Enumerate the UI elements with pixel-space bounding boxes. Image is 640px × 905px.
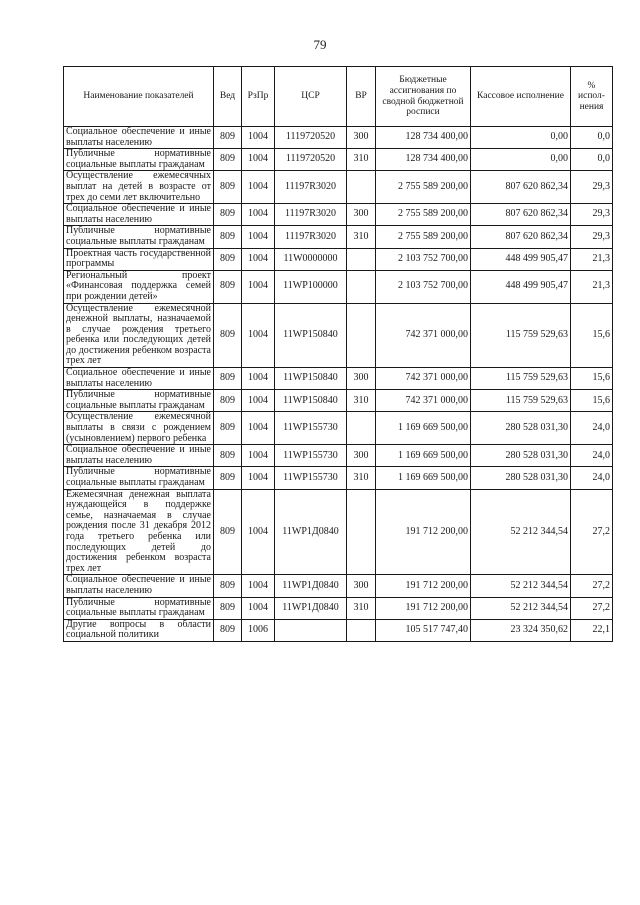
row-rzpr: 1004 (242, 368, 275, 390)
row-name: Социальное обеспечение и иные выплаты населению (64, 575, 214, 597)
row-cash: 807 620 862,34 (471, 204, 571, 226)
row-name: Другие вопросы в области социальной политики (64, 619, 214, 641)
row-name: Осуществление ежемесячной выплаты в связи с рождением (усыновлением) первого ребенка (64, 412, 214, 445)
header-budget: Бюджетные ассигнования по сводной бюджетной росписи (376, 67, 471, 127)
row-name: Ежемесячная денежная выплата нуждающейся в поддержке семье, назначаемая в случае рождения после 31 декабря 2012 года третьего ребенка или последующих детей до достижения ребенком возраста трех лет (64, 489, 214, 575)
row-csr: 11WP1Д0840 (275, 597, 347, 619)
row-name: Осуществление ежемесячной денежной выплаты, назначаемой в случае рождения третьего ребенка или последующих детей до достижения ребенком возраста трех лет (64, 303, 214, 368)
table-row (64, 489, 613, 575)
row-pct: 15,6 (571, 368, 613, 390)
row-name: Осуществление ежемесячных выплат на детей в возрасте от трех до семи лет включительно (64, 171, 214, 204)
row-rzpr: 1004 (242, 204, 275, 226)
row-cash: 0,00 (471, 149, 571, 171)
row-cash: 115 759 529,63 (471, 368, 571, 390)
row-csr: 11WP100000 (275, 270, 347, 303)
row-budget: 742 371 000,00 (376, 390, 471, 412)
row-vr (347, 412, 376, 445)
row-pct: 21,3 (571, 270, 613, 303)
row-pct: 29,3 (571, 204, 613, 226)
table-row (64, 171, 613, 204)
row-ved: 809 (214, 467, 242, 489)
table-row (64, 597, 613, 619)
row-vr (347, 171, 376, 204)
row-vr: 310 (347, 226, 376, 248)
row-pct: 15,6 (571, 390, 613, 412)
table-row (64, 445, 613, 467)
row-cash: 52 212 344,54 (471, 597, 571, 619)
row-vr: 310 (347, 597, 376, 619)
row-csr: 11197R3020 (275, 226, 347, 248)
row-rzpr: 1004 (242, 226, 275, 248)
row-vr (347, 489, 376, 575)
table-row (64, 412, 613, 445)
row-csr: 11WP150840 (275, 390, 347, 412)
table-header-row (64, 67, 613, 127)
row-pct: 0,0 (571, 127, 613, 149)
row-ved: 809 (214, 127, 242, 149)
row-vr: 300 (347, 575, 376, 597)
row-budget: 1 169 669 500,00 (376, 467, 471, 489)
row-name: Публичные нормативные социальные выплаты гражданам (64, 467, 214, 489)
row-name: Социальное обеспечение и иные выплаты населению (64, 127, 214, 149)
row-ved: 809 (214, 597, 242, 619)
row-cash: 807 620 862,34 (471, 226, 571, 248)
row-ved: 809 (214, 226, 242, 248)
row-csr (275, 619, 347, 641)
row-rzpr: 1004 (242, 467, 275, 489)
table-row (64, 575, 613, 597)
row-budget: 742 371 000,00 (376, 368, 471, 390)
row-ved: 809 (214, 204, 242, 226)
row-rzpr: 1004 (242, 303, 275, 368)
row-csr: 11WP155730 (275, 445, 347, 467)
table-row (64, 303, 613, 368)
row-rzpr: 1004 (242, 171, 275, 204)
row-rzpr: 1004 (242, 489, 275, 575)
row-ved: 809 (214, 390, 242, 412)
table-body (64, 127, 613, 642)
row-csr: 11197R3020 (275, 204, 347, 226)
row-pct: 29,3 (571, 171, 613, 204)
header-ved: Вед (214, 67, 242, 127)
row-rzpr: 1004 (242, 445, 275, 467)
row-vr: 300 (347, 445, 376, 467)
row-pct: 22,1 (571, 619, 613, 641)
row-pct: 24,0 (571, 467, 613, 489)
row-pct: 24,0 (571, 412, 613, 445)
row-rzpr: 1004 (242, 575, 275, 597)
row-pct: 27,2 (571, 575, 613, 597)
row-rzpr: 1004 (242, 127, 275, 149)
row-ved: 809 (214, 303, 242, 368)
row-csr: 11W0000000 (275, 248, 347, 270)
row-budget: 742 371 000,00 (376, 303, 471, 368)
row-budget: 191 712 200,00 (376, 489, 471, 575)
row-budget: 2 755 589 200,00 (376, 226, 471, 248)
row-name: Социальное обеспечение и иные выплаты населению (64, 368, 214, 390)
header-csr: ЦСР (275, 67, 347, 127)
row-vr: 300 (347, 368, 376, 390)
row-name: Публичные нормативные социальные выплаты гражданам (64, 226, 214, 248)
row-rzpr: 1004 (242, 597, 275, 619)
header-pct: % испол-нения (571, 67, 613, 127)
row-vr (347, 619, 376, 641)
row-name: Публичные нормативные социальные выплаты гражданам (64, 149, 214, 171)
page-number: 79 (313, 37, 327, 52)
row-csr: 11WP150840 (275, 303, 347, 368)
row-cash: 280 528 031,30 (471, 445, 571, 467)
row-vr: 310 (347, 149, 376, 171)
row-name: Социальное обеспечение и иные выплаты населению (64, 204, 214, 226)
row-ved: 809 (214, 248, 242, 270)
row-csr: 1119720520 (275, 149, 347, 171)
table-row (64, 149, 613, 171)
row-vr (347, 303, 376, 368)
row-cash: 52 212 344,54 (471, 575, 571, 597)
row-budget: 128 734 400,00 (376, 127, 471, 149)
row-csr: 11WP150840 (275, 368, 347, 390)
row-rzpr: 1004 (242, 149, 275, 171)
row-pct: 29,3 (571, 226, 613, 248)
row-ved: 809 (214, 489, 242, 575)
row-ved: 809 (214, 412, 242, 445)
table-row (64, 127, 613, 149)
row-rzpr: 1004 (242, 248, 275, 270)
row-ved: 809 (214, 368, 242, 390)
row-budget: 128 734 400,00 (376, 149, 471, 171)
row-pct: 27,2 (571, 489, 613, 575)
table-row (64, 270, 613, 303)
row-csr: 11WP155730 (275, 467, 347, 489)
row-pct: 24,0 (571, 445, 613, 467)
row-cash: 23 324 350,62 (471, 619, 571, 641)
row-budget: 191 712 200,00 (376, 597, 471, 619)
table-row (64, 390, 613, 412)
row-name: Социальное обеспечение и иные выплаты населению (64, 445, 214, 467)
budget-execution-table (63, 66, 613, 642)
row-budget: 105 517 747,40 (376, 619, 471, 641)
table-row (64, 368, 613, 390)
row-budget: 2 103 752 700,00 (376, 270, 471, 303)
table-row (64, 619, 613, 641)
header-rzpr: РзПр (242, 67, 275, 127)
row-cash: 448 499 905,47 (471, 248, 571, 270)
row-cash: 448 499 905,47 (471, 270, 571, 303)
row-pct: 0,0 (571, 149, 613, 171)
row-name: Проектная часть государственной программы (64, 248, 214, 270)
row-cash: 0,00 (471, 127, 571, 149)
row-csr: 1119720520 (275, 127, 347, 149)
row-csr: 11WP155730 (275, 412, 347, 445)
table-row (64, 467, 613, 489)
header-vr: ВР (347, 67, 376, 127)
row-cash: 52 212 344,54 (471, 489, 571, 575)
row-vr (347, 270, 376, 303)
row-csr: 11WP1Д0840 (275, 489, 347, 575)
row-cash: 280 528 031,30 (471, 412, 571, 445)
row-csr: 11197R3020 (275, 171, 347, 204)
row-vr: 310 (347, 467, 376, 489)
row-csr: 11WP1Д0840 (275, 575, 347, 597)
row-vr (347, 248, 376, 270)
row-rzpr: 1004 (242, 270, 275, 303)
row-cash: 115 759 529,63 (471, 390, 571, 412)
row-name: Публичные нормативные социальные выплаты гражданам (64, 390, 214, 412)
row-ved: 809 (214, 445, 242, 467)
header-cash: Кассовое исполнение (471, 67, 571, 127)
row-budget: 2 755 589 200,00 (376, 171, 471, 204)
table-row (64, 248, 613, 270)
row-pct: 27,2 (571, 597, 613, 619)
row-rzpr: 1004 (242, 390, 275, 412)
row-cash: 807 620 862,34 (471, 171, 571, 204)
row-cash: 280 528 031,30 (471, 467, 571, 489)
row-pct: 15,6 (571, 303, 613, 368)
table-row (64, 226, 613, 248)
row-budget: 2 755 589 200,00 (376, 204, 471, 226)
row-name: Региональный проект «Финансовая поддержка семей при рождении детей» (64, 270, 214, 303)
header-name: Наименование показателей (64, 67, 214, 127)
row-budget: 1 169 669 500,00 (376, 412, 471, 445)
row-rzpr: 1006 (242, 619, 275, 641)
row-name: Публичные нормативные социальные выплаты гражданам (64, 597, 214, 619)
row-ved: 809 (214, 619, 242, 641)
row-ved: 809 (214, 575, 242, 597)
row-vr: 300 (347, 127, 376, 149)
row-budget: 191 712 200,00 (376, 575, 471, 597)
row-budget: 1 169 669 500,00 (376, 445, 471, 467)
row-vr: 310 (347, 390, 376, 412)
row-ved: 809 (214, 149, 242, 171)
row-rzpr: 1004 (242, 412, 275, 445)
table-row (64, 204, 613, 226)
row-budget: 2 103 752 700,00 (376, 248, 471, 270)
row-vr: 300 (347, 204, 376, 226)
row-ved: 809 (214, 171, 242, 204)
row-ved: 809 (214, 270, 242, 303)
row-pct: 21,3 (571, 248, 613, 270)
row-cash: 115 759 529,63 (471, 303, 571, 368)
